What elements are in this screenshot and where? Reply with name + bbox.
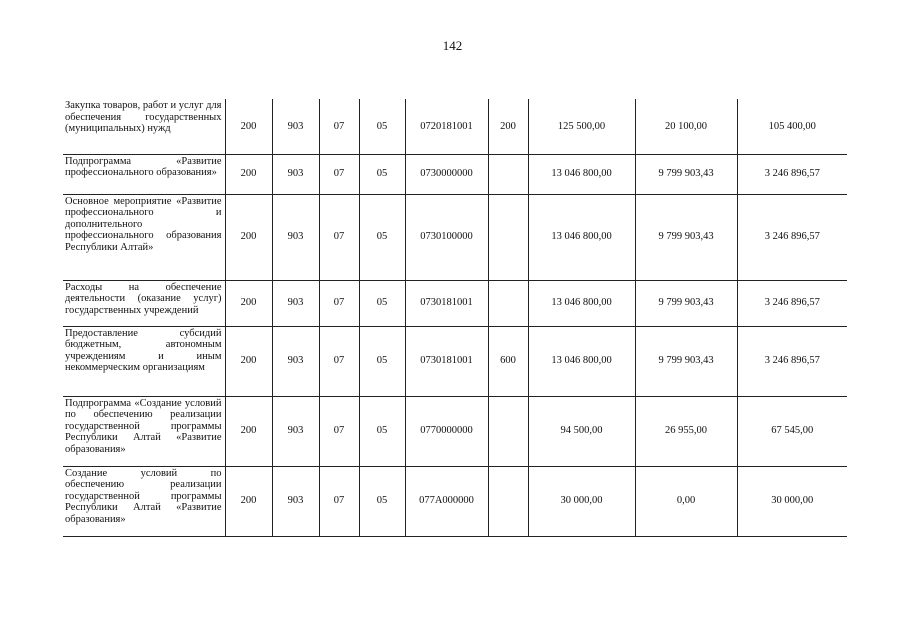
table-cell: 200: [225, 326, 272, 396]
table-cell: 0730100000: [405, 194, 488, 280]
table-cell: 0770000000: [405, 396, 488, 466]
table-cell: [488, 466, 528, 536]
row-name-cell: Основное мероприятие «Развитие профессионального и дополнительного профессионального образования Республики Алтай»: [63, 194, 225, 280]
table-cell: 0730181001: [405, 280, 488, 326]
page-number: 142: [442, 38, 463, 53]
row-name-cell: Предоставление субсидий бюджетным, автономным учреждениям и иным некоммерческим организациям: [63, 326, 225, 396]
table-cell: 05: [359, 154, 405, 194]
table-cell: 0730181001: [405, 326, 488, 396]
table-cell: 200: [488, 99, 528, 154]
table-cell: 200: [225, 99, 272, 154]
row-name-cell: Подпрограмма «Развитие профессионального образования»: [63, 154, 225, 194]
budget-table: [63, 99, 847, 537]
table-cell: 903: [272, 280, 319, 326]
table-cell: 9 799 903,43: [635, 154, 737, 194]
table-cell: 67 545,00: [737, 396, 847, 466]
table-row: [63, 396, 847, 466]
table-cell: 200: [225, 154, 272, 194]
table-cell: 903: [272, 194, 319, 280]
table-cell: 05: [359, 280, 405, 326]
table-row: [63, 326, 847, 396]
table-cell: 0720181001: [405, 99, 488, 154]
row-name-cell: Создание условий по обеспечению реализации государственной программы Республики Алтай «Развитие образования»: [63, 466, 225, 536]
table-cell: [488, 280, 528, 326]
table-cell: 200: [225, 466, 272, 536]
table-cell: 07: [319, 99, 359, 154]
table-cell: [488, 396, 528, 466]
table-cell: 05: [359, 194, 405, 280]
table-cell: 07: [319, 194, 359, 280]
table-cell: 200: [225, 280, 272, 326]
table-cell: 13 046 800,00: [528, 326, 635, 396]
table-cell: 9 799 903,43: [635, 280, 737, 326]
table-row: [63, 280, 847, 326]
table-cell: 0,00: [635, 466, 737, 536]
table-cell: 903: [272, 326, 319, 396]
table-cell: 05: [359, 466, 405, 536]
table-cell: 05: [359, 99, 405, 154]
table-cell: 125 500,00: [528, 99, 635, 154]
table-cell: 05: [359, 396, 405, 466]
table-cell: 200: [225, 396, 272, 466]
table-cell: 903: [272, 99, 319, 154]
row-name-cell: Подпрограмма «Создание условий по обеспечению реализации государственной программы Республики Алтай «Развитие образования»: [63, 396, 225, 466]
table-cell: 07: [319, 466, 359, 536]
table-cell: 3 246 896,57: [737, 194, 847, 280]
table-cell: 105 400,00: [737, 99, 847, 154]
table-cell: 07: [319, 326, 359, 396]
table-cell: 07: [319, 396, 359, 466]
table-cell: 9 799 903,43: [635, 326, 737, 396]
table-cell: 26 955,00: [635, 396, 737, 466]
table-cell: 13 046 800,00: [528, 280, 635, 326]
table-cell: 94 500,00: [528, 396, 635, 466]
table-cell: 13 046 800,00: [528, 194, 635, 280]
table-cell: 3 246 896,57: [737, 280, 847, 326]
table-row: [63, 99, 847, 154]
table-cell: 13 046 800,00: [528, 154, 635, 194]
table-cell: 3 246 896,57: [737, 154, 847, 194]
table-cell: 07: [319, 280, 359, 326]
table-cell: 077А000000: [405, 466, 488, 536]
table-cell: 903: [272, 466, 319, 536]
table-cell: 0730000000: [405, 154, 488, 194]
table-cell: 200: [225, 194, 272, 280]
row-name-cell: Закупка товаров, работ и услуг для обеспечения государственных (муниципальных) нужд: [63, 99, 225, 154]
table-cell: 07: [319, 154, 359, 194]
table-cell: [488, 194, 528, 280]
table-cell: 30 000,00: [737, 466, 847, 536]
table-cell: [488, 154, 528, 194]
table-cell: 9 799 903,43: [635, 194, 737, 280]
table-row: [63, 154, 847, 194]
table-cell: 30 000,00: [528, 466, 635, 536]
table-cell: 05: [359, 326, 405, 396]
table-cell: 20 100,00: [635, 99, 737, 154]
row-name-cell: Расходы на обеспечение деятельности (оказание услуг) государственных учреждений: [63, 280, 225, 326]
table-cell: 3 246 896,57: [737, 326, 847, 396]
table-row: [63, 466, 847, 536]
table-cell: 600: [488, 326, 528, 396]
table-cell: 903: [272, 396, 319, 466]
table-cell: 903: [272, 154, 319, 194]
table-row: [63, 194, 847, 280]
